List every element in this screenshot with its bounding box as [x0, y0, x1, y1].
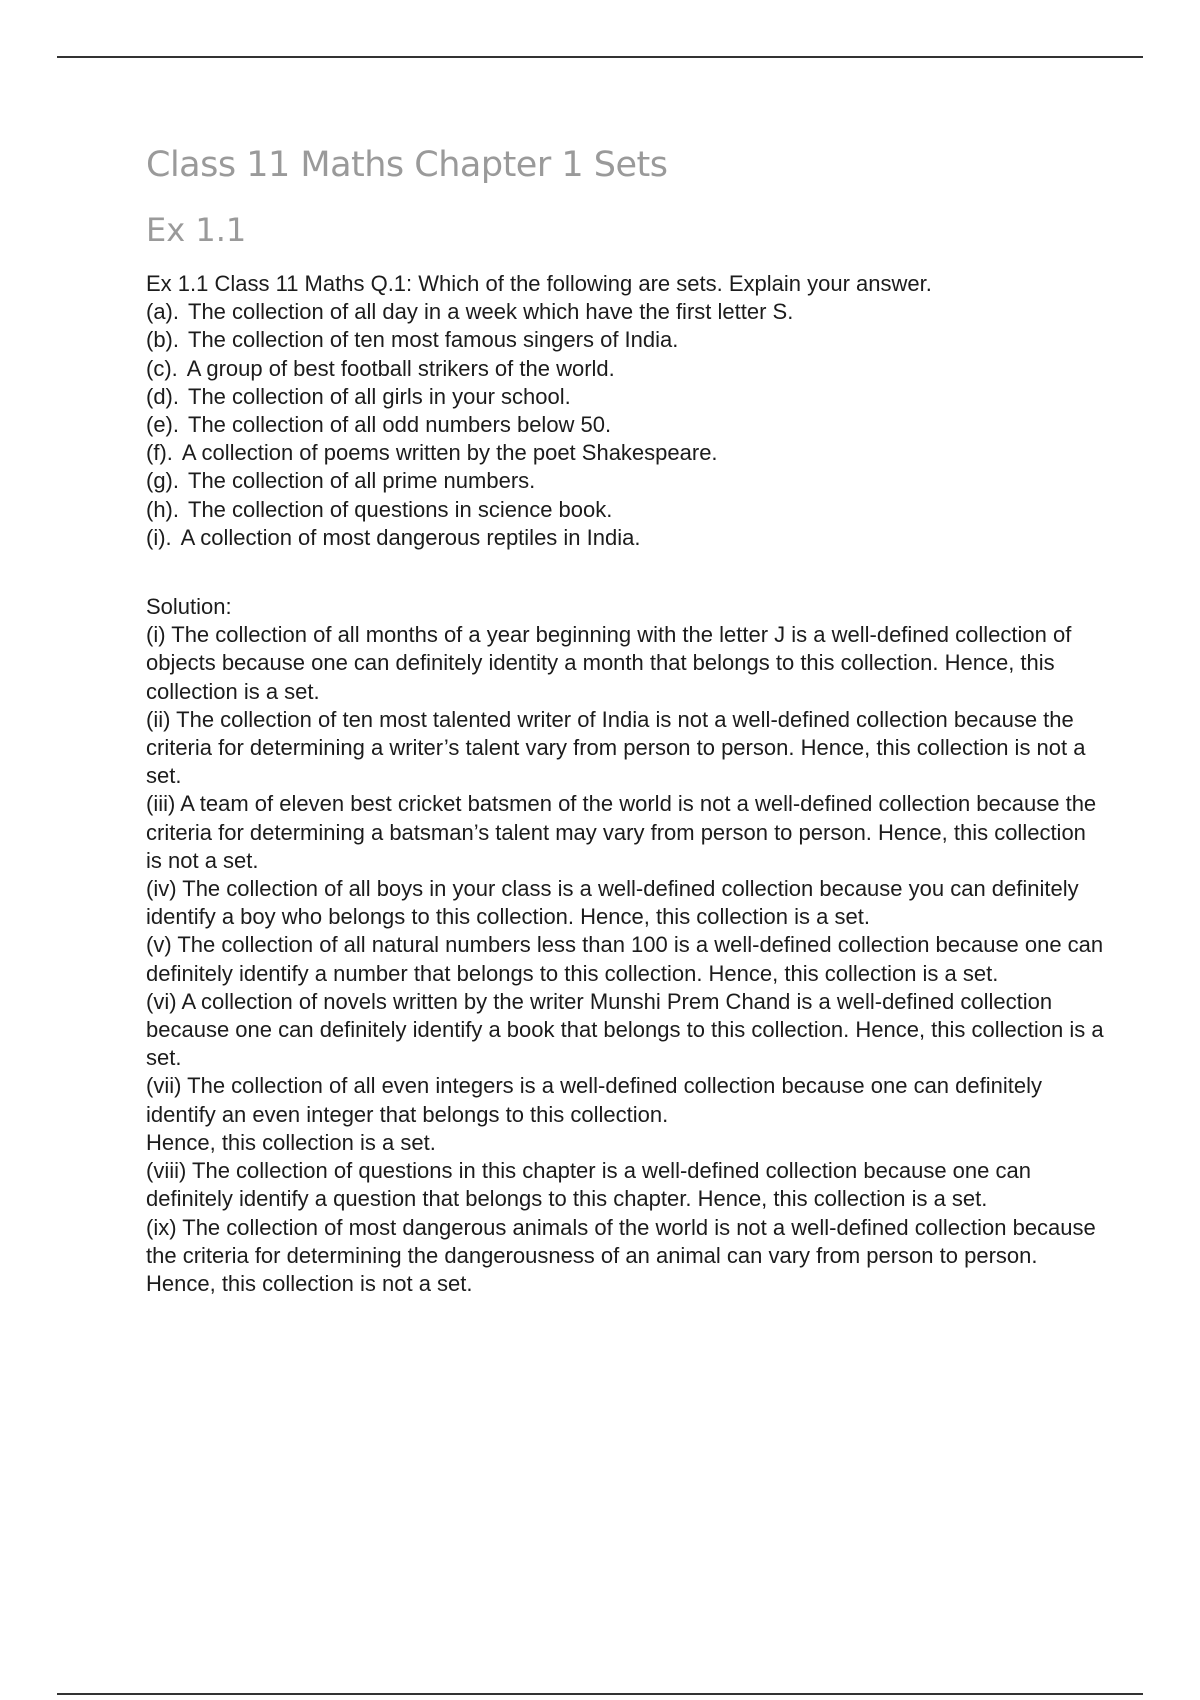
- option-item: [146, 326, 1106, 354]
- exercise-subtitle: Ex 1.1: [146, 211, 247, 249]
- option-item: [146, 524, 1106, 552]
- option-marker: (b).: [146, 327, 179, 353]
- option-marker: (c).: [146, 355, 178, 381]
- option-marker: (e).: [146, 412, 179, 438]
- option-text: A collection of poems written by the poet Shakespeare.: [181, 440, 718, 466]
- option-marker: (f).: [146, 440, 173, 466]
- solution-block: [146, 593, 1106, 1298]
- option-text: The collection of questions in science book.: [188, 496, 613, 522]
- option-text: The collection of ten most famous singers of India.: [188, 327, 679, 353]
- top-rule: [57, 56, 1143, 58]
- option-text: The collection of all girls in your school.: [188, 383, 571, 409]
- option-text: The collection of all day in a week which have the first letter S.: [188, 299, 794, 325]
- answer-item: (i) The collection of all months of a year beginning with the letter J is a well-defined collection of objects because one can definitely identity a month that belongs to this collection. Hence, this collection is a set.: [146, 622, 1072, 704]
- option-marker: (i).: [146, 524, 172, 550]
- option-item: [146, 411, 1106, 439]
- option-item: [146, 355, 1106, 383]
- answer-item: (viii) The collection of questions in this chapter is a well-defined collection because one can definitely identify a question that belongs to this chapter. Hence, this collection is a set.: [146, 1158, 1031, 1212]
- answer-item: (vii) The collection of all even integers is a well-defined collection because one can definitely identify an even integer that belongs to this collection.: [146, 1073, 1042, 1127]
- answer-item: (v) The collection of all natural numbers less than 100 is a well-defined collection because one can definitely identify a number that belongs to this collection. Hence, this collection is a set.: [146, 932, 1104, 986]
- option-text: The collection of all odd numbers below 50.: [188, 412, 612, 438]
- option-marker: (g).: [146, 468, 179, 494]
- answer-item: (iv) The collection of all boys in your class is a well-defined collection because you can definitely identify a boy who belongs to this collection. Hence, this collection is a set.: [146, 876, 1079, 930]
- question-block: [146, 270, 1106, 552]
- question-options: [146, 298, 1106, 552]
- option-marker: (h).: [146, 496, 179, 522]
- answer-item: Hence, this collection is a set.: [146, 1129, 436, 1155]
- option-item: [146, 439, 1106, 467]
- option-item: [146, 383, 1106, 411]
- document-body: [146, 140, 1106, 1298]
- answer-item: (ii) The collection of ten most talented writer of India is not a well-defined collection because the criteria for determining a writer’s talent vary from person to person. Hence, this collection is not a set.: [146, 706, 1086, 789]
- option-text: A group of best football strikers of the world.: [186, 355, 615, 381]
- option-text: The collection of all prime numbers.: [188, 468, 536, 494]
- solution-heading: Solution:: [146, 594, 232, 620]
- question-prompt: Ex 1.1 Class 11 Maths Q.1: Which of the following are sets. Explain your answer.: [146, 271, 932, 296]
- option-marker: (a).: [146, 299, 179, 325]
- solution-answers: [146, 621, 1106, 1298]
- page-title: Class 11 Maths Chapter 1 Sets: [146, 145, 668, 185]
- answer-item: (iii) A team of eleven best cricket batsmen of the world is not a well-defined collection because the criteria for determining a batsman’s talent may vary from person to person. Hence, this collection is not a set.: [146, 791, 1097, 873]
- option-text: A collection of most dangerous reptiles in India.: [180, 524, 641, 550]
- option-marker: (d).: [146, 383, 179, 409]
- answer-item: (vi) A collection of novels written by the writer Munshi Prem Chand is a well-defined collection because one can definitely identify a book that belongs to this collection. Hence, this collection is a set.: [146, 988, 1104, 1071]
- option-item: [146, 467, 1106, 495]
- option-item: [146, 496, 1106, 524]
- answer-item: (ix) The collection of most dangerous animals of the world is not a well-defined collection because the criteria for determining the dangerousness of an animal can vary from person to person. Hence, this collection is not a set.: [146, 1214, 1096, 1296]
- option-item: [146, 298, 1106, 326]
- bottom-rule: [57, 1693, 1143, 1695]
